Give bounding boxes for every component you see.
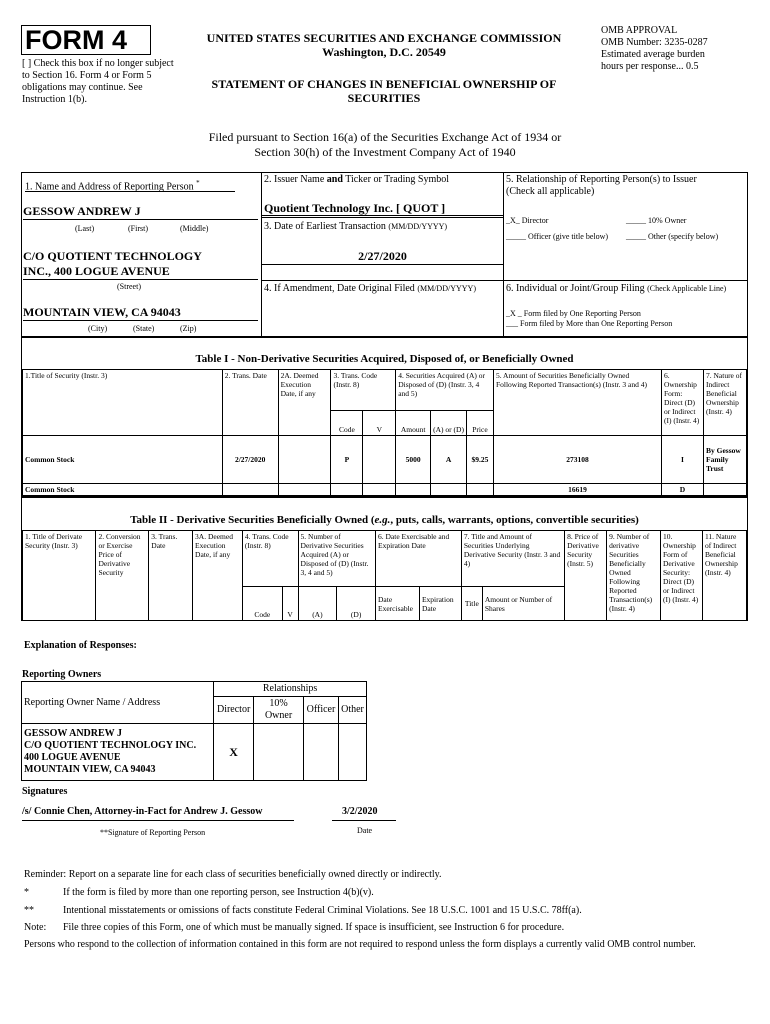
issuer-name: Quotient Technology Inc. [ QUOT ] [264,201,446,215]
t1-row2-owned: 16619 [493,483,661,495]
t1-row1-form: I [662,435,704,483]
signature-date: 3/2/2020 [342,806,378,817]
t2-head-exercisable: 6. Date Exercisable and Expiration Date [376,531,462,587]
box4-date-format: (MM/DD/YYYY) [417,284,476,293]
ro-header-row [22,682,367,697]
t1-row2-date [222,483,278,495]
signature-line [22,820,294,821]
relationship-director: _X_ Director [506,216,549,225]
note-mark: ** [24,905,34,916]
t1-sub-price: Price [466,411,493,435]
t1-row2-deemed [278,483,331,495]
t1-row2-price [466,483,493,495]
table2-title-eg: e.g. [374,514,391,526]
ro-col-ten-pct: 10% Owner [254,697,304,724]
omb-line: Estimated average burden [601,49,705,60]
box2-label-text: 2. Issuer Name [264,174,327,185]
t2-head-title: 1. Title of Derivate Security (Instr. 3) [23,531,96,621]
table1-grid [22,369,747,496]
statement-title: STATEMENT OF CHANGES IN BENEFICIAL OWNERSHIP OF SECURITIES [211,77,557,105]
city-state-zip: MOUNTAIN VIEW, CA 94043 [23,305,181,319]
footer-reminder: Reminder: Report on a separate line for each class of securities beneficially owned directly or indirectly. [24,869,442,880]
divider [503,172,504,337]
t1-sub-amount: Amount [396,411,431,435]
t1-head-form: 6. Ownership Form: Direct (D) or Indirect (I) (Instr. 4) [662,370,704,436]
table2-title [22,514,747,530]
t1-sub-aord: (A) or (D) [431,411,467,435]
t1-row2-code [331,483,363,495]
ro-owner-line: C/O QUOTIENT TECHNOLOGY INC. [24,740,197,751]
underline [262,215,503,216]
t1-row1-price: $9.25 [466,435,493,483]
t2-sub-d: (D) [337,587,376,621]
t1-row1-code: P [331,435,363,483]
t2-head-owned: 9. Number of derivative Securities Beneficially Owned Following Reported Transaction(s) (Instr. 4) [607,531,661,621]
earliest-transaction-date: 2/27/2020 [358,249,407,263]
box5-label [506,174,746,198]
box2-label [264,174,500,186]
t2-head-underlying: 7. Title and Amount of Securities Underlying Derivative Security (Instr. 3 and 4) [461,531,564,587]
omb-line: OMB APPROVAL [601,25,678,36]
t1-head-owned: 5. Amount of Securities Beneficially Owned Following Reported Transaction(s) (Instr. 3 and 4) [493,370,661,436]
table-derivative [21,497,748,621]
table-row [23,483,747,495]
ro-col-officer: Officer [303,697,338,724]
signature-label: **Signature of Reporting Person [100,828,206,837]
signer-name: /s/ Connie Chen, Attorney-in-Fact for Andrew J. Gessow [22,806,263,817]
t1-head-title: 1.Title of Security (Instr. 3) [23,370,223,436]
label-city: (City) [88,324,108,333]
ro-col-other: Other [338,697,366,724]
underline [262,264,503,265]
agency-name: UNITED STATES SECURITIES AND EXCHANGE COMMISSION [206,31,562,45]
relationship-officer: _____ Officer (give title below) [506,232,609,241]
table-row [23,435,747,483]
box6-label [506,283,748,295]
t1-row1-title: Common Stock [23,435,223,483]
relationship-other: _____ Other (specify below) [626,232,719,241]
ro-col-name: Reporting Owner Name / Address [22,682,214,724]
t2-head-deemed: 3A. Deemed Execution Date, if any [193,531,243,621]
t2-head-price: 8. Price of Derivative Security (Instr. 5) [565,531,607,621]
t2-head-number: 5. Number of Derivative Securities Acquired (A) or Disposed of (D) (Instr. 3, 4 and 5) [298,531,375,587]
label-last: (Last) [75,224,95,233]
check-box-notice: [ ] Check this box if no longer subject to Section 16. Form 4 or Form 5 obligations may continue. See Instruction 1(b). [22,58,174,105]
t1-row2-aord [431,483,467,495]
box3-label [264,221,500,233]
label-zip: (Zip) [180,324,197,333]
t1-row1-date: 2/27/2020 [222,435,278,483]
t1-row2-v [363,483,396,495]
box6-label-small: (Check Applicable Line) [647,284,727,293]
street-line-1: C/O QUOTIENT TECHNOLOGY [23,249,202,263]
t2-head-form: 10. Ownership Form of Derivative Security: Direct (D) or Indirect (I) (Instr. 4) [661,531,703,621]
t2-sub-v: V [282,587,298,621]
divider [261,217,503,218]
filing-option-many: ___ Form filed by More than One Reporting Person [506,319,673,328]
box5-label-line: 5. Relationship of Reporting Person(s) to Issuer [506,174,697,185]
t1-sub-code: Code [331,411,363,435]
filing-option-one: _X _ Form filed by One Reporting Person [506,309,641,318]
t1-head-deemed: 2A. Deemed Execution Date, if any [278,370,331,436]
t2-head-code: 4. Trans. Code (Instr. 8) [242,531,298,587]
ro-col-relationships: Relationships [214,682,367,697]
note-text: Intentional misstatements or omissions of facts constitute Federal Criminal Violations. See 18 U.S.C. 1001 and 15 U.S.C. 78ff(a). [63,905,582,916]
box3-label-text: 3. Date of Earliest Transaction [264,221,386,232]
note-mark: Note: [24,922,47,933]
t1-row1-deemed [278,435,331,483]
t1-head-securities: 4. Securities Acquired (A) or Disposed of (D) (Instr. 3, 4 and 5) [396,370,494,411]
table-non-derivative [21,337,748,497]
t2-sub-a: (A) [298,587,337,621]
ro-director-mark: X [214,724,254,781]
table-row [22,724,367,781]
divider [261,280,748,281]
ro-owner-line: MOUNTAIN VIEW, CA 94043 [24,764,156,775]
underline [25,191,235,192]
note-text: File three copies of this Form, one of which must be manually signed. If space is insufficient, see Instruction 6 for procedure. [63,922,565,933]
box3-date-format: (MM/DD/YYYY) [388,222,448,231]
t1-row2-title: Common Stock [23,483,223,495]
street-line-2: INC., 400 LOGUE AVENUE [23,264,170,278]
box1-asterisk: * [196,179,200,187]
reporting-owners-heading: Reporting Owners [22,669,102,680]
omb-line: OMB Number: 3235-0287 [601,37,708,48]
signatures-heading: Signatures [22,786,68,797]
table2-title-text: , puts, calls, warrants, options, convertible securities) [390,514,639,526]
reporting-owners-table [21,681,367,781]
label-first: (First) [128,224,148,233]
ro-col-director: Director [214,697,254,724]
relationship-ten-pct-owner: _____ 10% Owner [626,216,687,225]
t1-row1-aord: A [431,435,467,483]
t1-row1-owned: 273108 [493,435,661,483]
t1-head-date: 2. Trans. Date [222,370,278,436]
t1-row1-amount: 5000 [396,435,431,483]
agency-city: Washington, D.C. 20549 [322,45,446,59]
t2-head-conversion: 2. Conversion or Exercise Price of Derivative Security [96,531,149,621]
t2-sub-date-exercisable: Date Exercisable [376,587,420,621]
ro-ten-pct-cell [254,724,304,781]
t2-sub-title: Title [461,587,482,621]
note-mark: * [24,887,29,898]
date-label: Date [357,826,373,835]
underline [23,320,258,321]
box6-label-text: 6. Individual or Joint/Group Filing [506,283,645,294]
t2-sub-expiration: Expiration Date [419,587,461,621]
signature-date-line [332,820,396,821]
t1-sub-v: V [363,411,396,435]
box2-label-text: Ticker or Trading Symbol [342,174,450,185]
t2-sub-code: Code [242,587,282,621]
box4-label-text: 4. If Amendment, Date Original Filed [264,283,415,294]
table2-title-text: Table II - Derivative Securities Beneficially Owned ( [130,514,375,526]
box4-label [264,283,502,295]
t1-head-nature: 7. Nature of Indirect Beneficial Ownership (Instr. 4) [703,370,746,436]
t2-head-nature: 11. Nature of Indirect Beneficial Ownership (Instr. 4) [702,531,746,621]
omb-line: hours per response... 0.5 [601,61,699,72]
ro-officer-cell [303,724,338,781]
omb-approval [601,25,751,73]
t1-row2-amount [396,483,431,495]
box5-label-line: (Check all applicable) [506,186,595,197]
label-middle: (Middle) [180,224,209,233]
ro-owner-address [22,724,214,781]
table1-title: Table I - Non-Derivative Securities Acquired, Disposed of, or Beneficially Owned [195,353,574,365]
box1-label-text: 1. Name and Address of Reporting Person [25,181,194,193]
t1-head-code: 3. Trans. Code (Instr. 8) [331,370,396,411]
filed-pursuant-line-1: Filed pursuant to Section 16(a) of the Securities Exchange Act of 1934 or [208,130,562,144]
box2-label-and: and [326,174,343,185]
note-text: If the form is filed by more than one reporting person, see Instruction 4(b)(v). [63,887,374,898]
label-state: (State) [133,324,155,333]
t2-sub-amount-shares: Amount or Number of Shares [482,587,564,621]
underline [23,279,258,280]
footer-omb-notice: Persons who respond to the collection of information contained in this form are not required to respond unless the form displays a currently valid OMB control number. [24,939,696,950]
explanation-heading: Explanation of Responses: [24,640,137,651]
t1-row1-nature: By Gessow Family Trust [703,435,746,483]
ro-other-cell [338,724,366,781]
filed-pursuant-line-2: Section 30(h) of the Investment Company Act of 1940 [254,145,516,159]
underline [23,219,258,220]
t2-head-date: 3. Trans. Date [149,531,193,621]
form-title: FORM 4 [21,25,151,55]
label-street: (Street) [117,282,141,291]
ro-owner-line: 400 LOGUE AVENUE [24,752,121,763]
t1-row2-nature [703,483,746,495]
t1-row2-form: D [662,483,704,495]
ro-owner-line: GESSOW ANDREW J [24,728,122,739]
table2-grid [22,530,747,621]
reporting-person-name: GESSOW ANDREW J [23,204,141,218]
table2-header-row [23,531,747,587]
table1-header-row [23,370,747,411]
t1-row1-v [363,435,396,483]
